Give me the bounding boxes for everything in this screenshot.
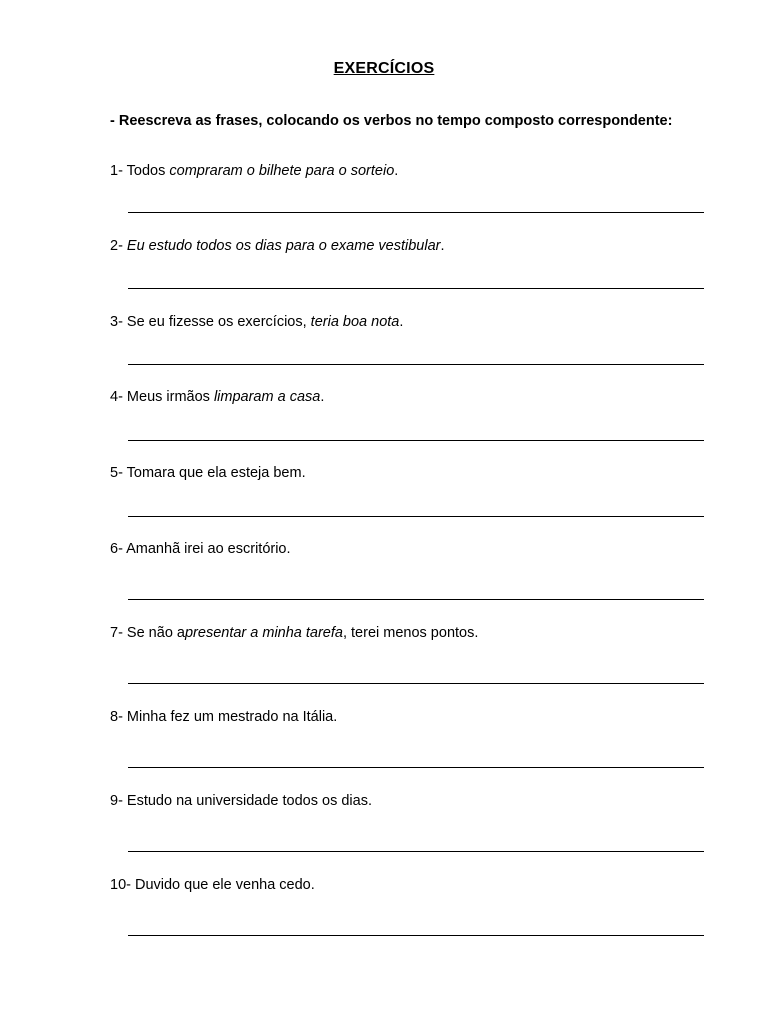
exercise-item-8 xyxy=(110,709,337,725)
answer-line-9 xyxy=(128,851,704,852)
answer-line-3 xyxy=(128,364,704,365)
answer-line-2 xyxy=(128,288,704,289)
exercise-text: 4- Meus irmãos xyxy=(110,389,214,405)
exercise-text: 7- Se não a xyxy=(110,625,185,641)
instruction-text: - Reescreva as frases, colocando os verbos no tempo composto correspondente: xyxy=(110,113,673,129)
exercise-italic-text: teria boa nota xyxy=(310,314,400,330)
exercise-text: . xyxy=(440,238,445,254)
page-title: EXERCÍCIOS xyxy=(333,60,435,77)
exercise-text: 10- Duvido que ele venha cedo. xyxy=(110,877,315,893)
exercise-item-5 xyxy=(110,465,306,481)
exercise-text: . xyxy=(399,314,404,330)
exercise-item-4 xyxy=(110,389,324,405)
exercise-text: 1- Todos xyxy=(110,163,170,179)
exercise-text: , terei menos pontos. xyxy=(342,625,479,641)
exercise-item-3 xyxy=(110,314,403,330)
exercise-text: 9- Estudo na universidade todos os dias. xyxy=(110,793,372,809)
exercise-italic-text: Eu estudo todos os dias para o exame vestibular xyxy=(126,238,441,254)
answer-line-8 xyxy=(128,767,704,768)
exercise-item-6 xyxy=(110,541,291,557)
exercise-text: 2- xyxy=(110,238,127,254)
exercise-item-2 xyxy=(110,238,445,254)
exercise-text: 5- Tomara que ela esteja bem. xyxy=(110,465,306,481)
exercise-text: 6- Amanhã irei ao escritório. xyxy=(110,541,291,557)
answer-line-4 xyxy=(128,440,704,441)
exercise-text: . xyxy=(394,163,399,179)
exercise-item-10 xyxy=(110,877,315,893)
exercise-italic-text: presentar a minha tarefa xyxy=(184,625,343,641)
exercise-text: 8- Minha fez um mestrado na Itália. xyxy=(110,709,338,725)
exercise-text: 3- Se eu fizesse os exercícios, xyxy=(110,314,311,330)
exercise-text: . xyxy=(320,389,325,405)
answer-line-10 xyxy=(128,935,704,936)
exercise-item-1 xyxy=(110,163,398,179)
answer-line-6 xyxy=(128,599,704,600)
exercise-item-9 xyxy=(110,793,372,809)
exercise-italic-text: limparam a casa xyxy=(213,389,321,405)
answer-line-1 xyxy=(128,212,704,213)
answer-line-7 xyxy=(128,683,704,684)
answer-line-5 xyxy=(128,516,704,517)
exercise-item-7 xyxy=(110,625,478,641)
exercise-italic-text: compraram o bilhete para o sorteio xyxy=(169,163,395,179)
